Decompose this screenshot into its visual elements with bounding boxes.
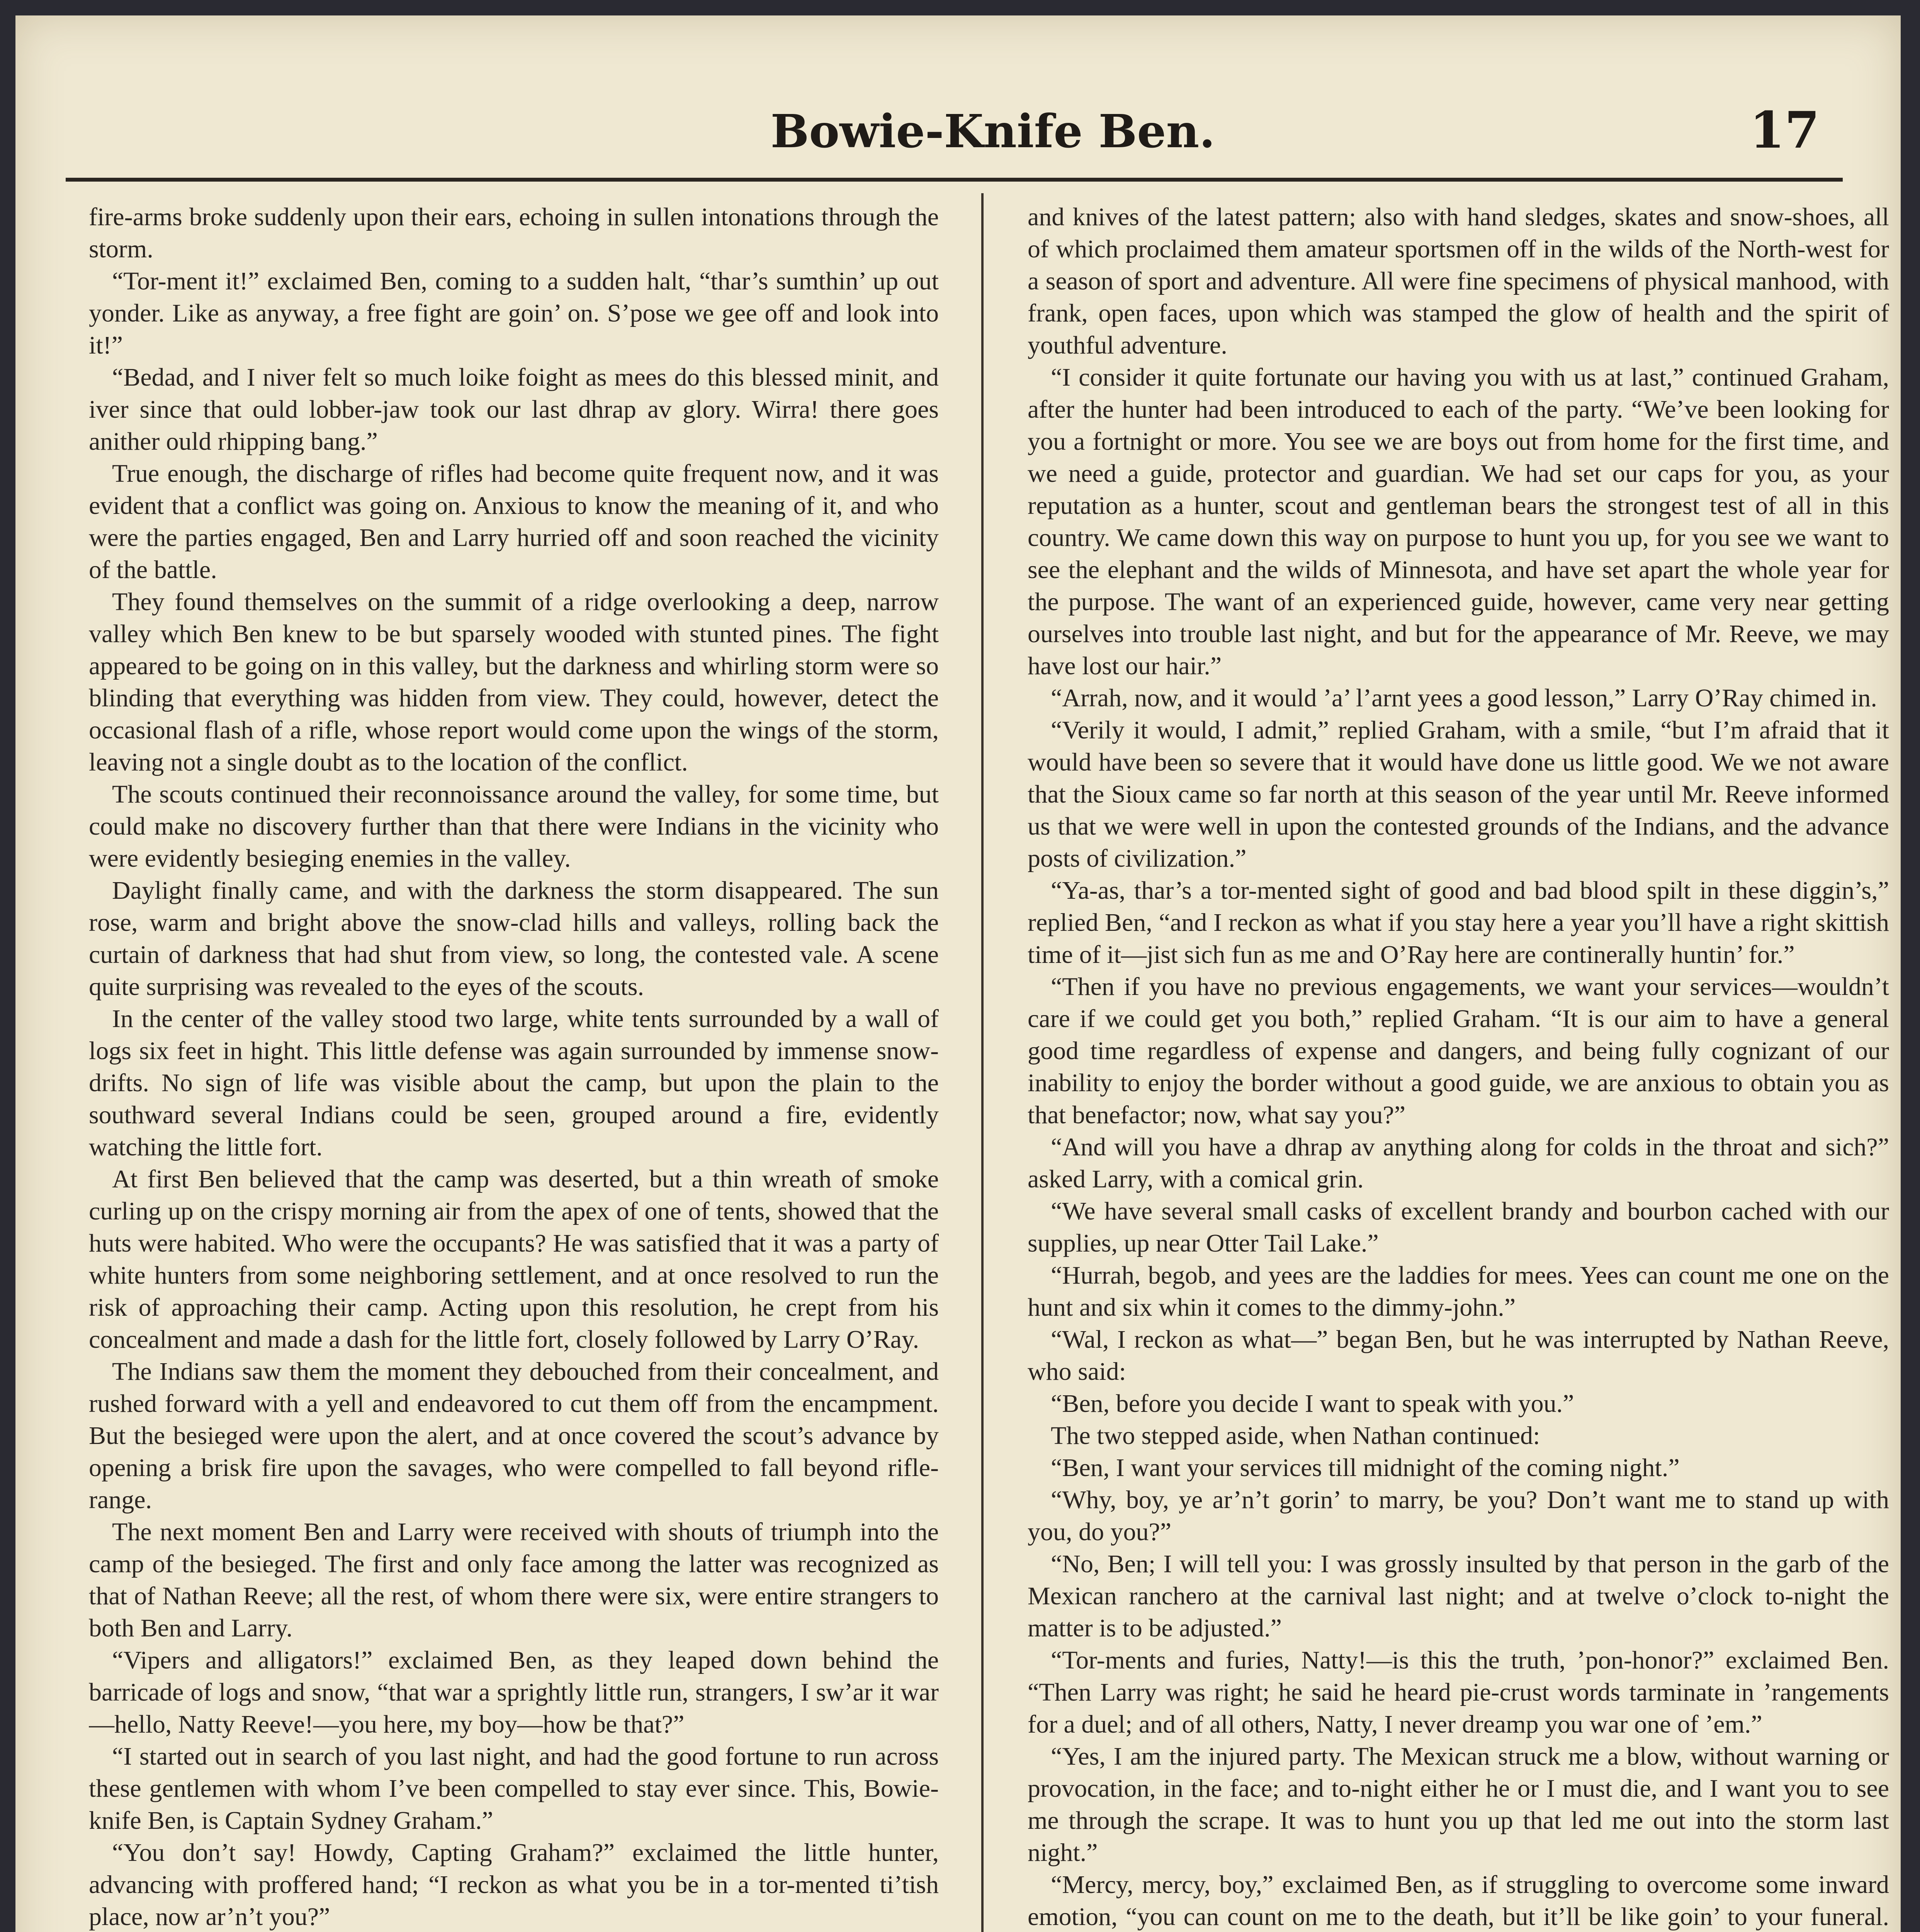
paragraph: “Verily it would, I admit,” replied Graham, with a smile, “but I’m afraid that it would have been so severe that it would have done us little good. We we not aware that the Sioux came so far north at this season of the year until Mr. Reeve informed us that we were well in upon the contested grounds of the Indians, and the advance posts of civilization.” <box>1028 716 1889 872</box>
paragraph: “Ben, before you decide I want to speak with you.” <box>1051 1389 1574 1418</box>
paragraph: “Tor-ment it!” exclaimed Ben, coming to a sudden halt, “thar’s sumthin’ up out yonder. Like as anyway, a free fight are goin’ on. S’pose we gee off and look into it!” <box>89 267 939 359</box>
paragraph: “We have several small casks of excellent brandy and bourbon cached with our supplies, up near Otter Tail Lake.” <box>1028 1197 1889 1257</box>
paragraph: True enough, the discharge of rifles had become quite frequent now, and it was evident that a conflict was going on. Anxious to know the meaning of it, and who were the parties engaged, Ben and Larry hurried off and soon reached the vicinity of the battle. <box>89 459 939 584</box>
paragraph: “I consider it quite fortunate our having you with us at last,” continued Graham, after the hunter had been introduced to each of the party. “We’ve been looking for you a fortnight or more. You see we are boys out from home for the first time, and we need a guide, protector and guardian. We had set our caps for you, as your reputation as a hunter, scout and gentleman bears the strongest test of all in this country. We came down this way on purpose to hunt you up, for you see we want to see the elephant and the wilds of Minnesota, and have set apart the whole year for the purpose. The want of an experienced guide, however, came very near getting ourselves into trouble last night, and but for the appearance of Mr. Reeve, we may have lost our hair.” <box>1028 363 1889 680</box>
paragraph: “Bedad, and I niver felt so much loike foight as mees do this blessed minit, and iver since that ould lobber-jaw took our last dhrap av glory. Wirra! there goes anither ould rhipping bang.” <box>89 363 939 456</box>
paragraph: “Ben, I want your services till midnight of the coming night.” <box>1051 1454 1680 1482</box>
magazine-page <box>15 15 1901 1932</box>
paragraph: “Yes, I am the injured party. The Mexican struck me a blow, without warning or provocation, in the face; and to-night either he or I must die, and I want you to see me through the scrape. It was to hunt you up that led me out into the storm last night.” <box>1028 1742 1889 1867</box>
paragraph: “I started out in search of you last night, and had the good fortune to run across these gentlemen with whom I’ve been compelled to stay ever since. This, Bowie-knife Ben, is Captain Sydney Graham.” <box>89 1742 939 1835</box>
paragraph: “Arrah, now, and it would ’a’ l’arnt yees a good lesson,” Larry O’Ray chimed in. <box>1051 684 1877 712</box>
paragraph: and knives of the latest pattern; also with hand sledges, skates and snow-shoes, all of which proclaimed them amateur sportsmen off in the wilds of the North-west for a season of sport and adventure. All were fine specimens of physical manhood, with frank, open faces, upon which was stamped the glow of health and the spirit of youthful adventure. <box>1028 203 1889 359</box>
paragraph: At first Ben believed that the camp was deserted, but a thin wreath of smoke curling up on the crispy morning air from the apex of one of tents, showed that the huts were habited. Who were the occupants? He was satisfied that it was a party of white hunters from some neighboring settlement, and at once resolved to run the risk of approaching their camp. Acting upon this resolution, he crept from his concealment and made a dash for the little fort, closely followed by Larry O’Ray. <box>89 1165 939 1354</box>
left-column <box>89 201 939 1932</box>
paragraph: “Ya-as, thar’s a tor-mented sight of good and bad blood spilt in these diggin’s,” replied Ben, “and I reckon as what if you stay here a year you’ll have a right skittish time of it—jist sich fun as me and O’Ray here are continerally huntin’ for.” <box>1028 876 1889 969</box>
paragraph: “You don’t say! Howdy, Capting Graham?” exclaimed the little hunter, advancing with proffered hand; “I reckon as what you be in a tor-mented ti’tish place, now ar’n’t you?” <box>89 1838 939 1931</box>
column-divider <box>981 193 984 1932</box>
paragraph: The Indians saw them the moment they debouched from their concealment, and rushed forward with a yell and endeavored to cut them off from the encampment. But the besieged were upon the alert, and at once covered the scout’s advance by opening a brisk fire upon the savages, who were compelled to fall beyond rifle-range. <box>89 1357 939 1514</box>
paragraph: The two stepped aside, when Nathan continued: <box>1051 1422 1540 1450</box>
paragraph: “Wal, I reckon as what—” began Ben, but he was interrupted by Nathan Reeve, who said: <box>1028 1325 1889 1386</box>
paragraph: Daylight finally came, and with the darkness the storm disappeared. The sun rose, warm and bright above the snow-clad hills and valleys, rolling back the curtain of darkness that had shut from view, so long, the contested vale. A scene quite surprising was revealed to the eyes of the scouts. <box>89 876 939 1001</box>
paragraph: “Mercy, mercy, boy,” exclaimed Ben, as if struggling to overcome some inward emotion, “you can count on me to the death, but it’ll be like goin’ to your funeral. <box>1028 1871 1889 1931</box>
paragraph: “Then if you have no previous engagements, we want your services—wouldn’t care if we could get you both,” replied Graham. “It is our aim to have a general good time regardless of expense and dangers, and being fully cognizant of our inability to enjoy the border without a good guide, we are anxious to obtain you as that benefactor; now, what say you?” <box>1028 973 1889 1129</box>
page-number: 17 <box>1750 100 1820 160</box>
paragraph: “Why, boy, ye ar’n’t gorin’ to marry, be you? Don’t want me to stand up with you, do you?” <box>1028 1486 1889 1546</box>
paragraph: fire-arms broke suddenly upon their ears, echoing in sullen intonations through the storm. <box>89 203 939 263</box>
paragraph: In the center of the valley stood two large, white tents surrounded by a wall of logs six feet in hight. This little defense was again surrounded by immense snow-drifts. No sign of life was visible about the camp, but upon the plain to the southward several Indians could be seen, grouped around a fire, evidently watching the little fort. <box>89 1005 939 1161</box>
paragraph: They found themselves on the summit of a ridge overlooking a deep, narrow valley which Ben knew to be but sparsely wooded with stunted pines. The fight appeared to be going on in this valley, but the darkness and whirling storm were so blinding that everything was hidden from view. They could, however, detect the occasional flash of a rifle, whose report would come upon the wings of the storm, leaving not a single doubt as to the location of the conflict. <box>89 588 939 776</box>
paragraph: “Tor-ments and furies, Natty!—is this the truth, ’pon-honor?” exclaimed Ben. “Then Larry was right; he said he heard pie-crust words tarminate in ’rangements for a duel; and of all others, Natty, I never dreamp you war one of ’em.” <box>1028 1646 1889 1738</box>
paragraph: “No, Ben; I will tell you: I was grossly insulted by that person in the garb of the Mexican ranchero at the carnival last night; and at twelve o’clock to-night the matter is to be adjusted.” <box>1028 1550 1889 1642</box>
page-header <box>66 85 1843 182</box>
paragraph: “Vipers and alligators!” exclaimed Ben, as they leaped down behind the barricade of logs and snow, “that war a sprightly little run, strangers, I sw’ar it war—hello, Natty Reeve!—you here, my boy—how be that?” <box>89 1646 939 1738</box>
page-title: Bowie-Knife Ben. <box>770 104 1215 158</box>
paragraph: “And will you have a dhrap av anything along for colds in the throat and sich?” asked Larry, with a comical grin. <box>1028 1133 1889 1193</box>
paragraph: The scouts continued their reconnoissance around the valley, for some time, but could make no discovery further than that there were Indians in the vicinity who were evidently besieging enemies in the valley. <box>89 780 939 872</box>
paragraph: “Hurrah, begob, and yees are the laddies for mees. Yees can count me one on the hunt and six whin it comes to the dimmy-john.” <box>1028 1261 1889 1321</box>
right-column <box>1028 201 1889 1932</box>
paragraph: The next moment Ben and Larry were received with shouts of triumph into the camp of the besieged. The first and only face among the latter was recognized as that of Nathan Reeve; all the rest, of whom there were six, were entire strangers to both Ben and Larry. <box>89 1518 939 1642</box>
